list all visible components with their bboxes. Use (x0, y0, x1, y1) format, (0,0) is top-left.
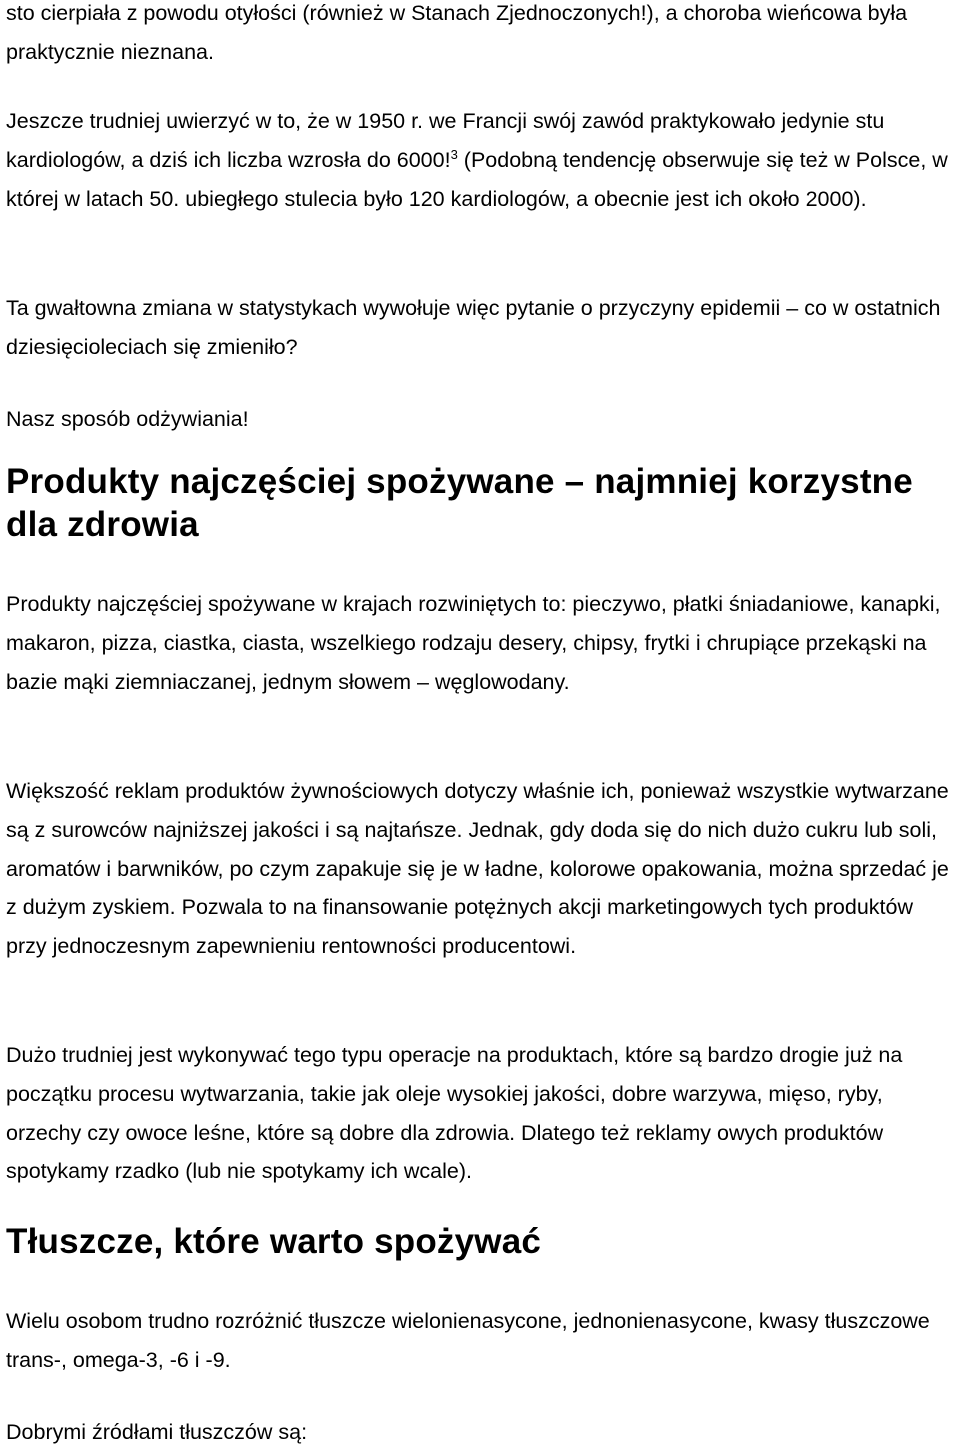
paragraph-cardiologists-text: Jeszcze trudniej uwierzyć w to, że w 1950 r. we Francji swój zawód praktykowało jedynie stu kardiologów, a dziś ich liczba wzrosła do 6000! (6, 109, 885, 172)
paragraph-obesity: sto cierpiała z powodu otyłości (również w Stanach Zjednoczonych!), a choroba wieńcowa była praktycznie nieznana. (6, 1, 908, 64)
paragraph-expensive-products: Dużo trudniej jest wykonywać tego typu operacje na produktach, które są bardzo drogie już na początku procesu wytwarzania, takie jak oleje wysokiej jakości, dobre warzywa, mięso, ryby, orzechy czy owoce leśne, które są dobre dla zdrowia. Dlatego też reklamy owych produktów spotykamy rzadko (lub nie spotykamy ich wcale). (6, 1043, 903, 1184)
footnote-reference: 3 (450, 146, 458, 162)
paragraph-cardiologists (6, 102, 956, 218)
paragraph-fat-types: Wielu osobom trudno rozróżnić tłuszcze wielonienasycone, jednonienasycone, kwasy tłuszczowe trans-, omega-3, -6 i -9. (6, 1309, 930, 1372)
section-heading-products: Produkty najczęściej spożywane – najmniej korzystne dla zdrowia (6, 462, 913, 544)
paragraph-statistics-question: Ta gwałtowna zmiana w statystykach wywołuje więc pytanie o przyczyny epidemii – co w ostatnich dziesięcioleciach się zmieniło? (6, 296, 941, 359)
section-heading-fats: Tłuszcze, które warto spożywać (6, 1222, 542, 1261)
paragraph-cardiologists-continuation: (Podobną tendencję obserwuje się też w Polsce, w której w latach 50. ubiegłego stulecia było 120 kardiologów, a obecnie jest ich około 2000). (6, 147, 948, 211)
paragraph-advertising: Większość reklam produktów żywnościowych dotyczy właśnie ich, ponieważ wszystkie wytwarzane są z surowców najniższej jakości i są najtańsze. Jednak, gdy doda się do nich dużo cukru lub soli, aromatów i barwników, po czym zapakuje się je w ładne, kolorowe opakowania, można sprzedać je z dużym zyskiem. Pozwala to na finansowanie potężnych akcji marketingowych tych produktów przy jednoczesnym zapewnieniu rentowności producentowi. (6, 779, 949, 959)
paragraph-fat-sources: Dobrymi źródłami tłuszczów są: (6, 1420, 308, 1444)
paragraph-answer: Nasz sposób odżywiania! (6, 407, 249, 431)
paragraph-common-products: Produkty najczęściej spożywane w krajach rozwiniętych to: pieczywo, płatki śniadaniowe, kanapki, makaron, pizza, ciastka, ciasta, wszelkiego rodzaju desery, chipsy, frytki i chrupiące przekąski na bazie mąki ziemniaczanej, jednym słowem – węglowodany. (6, 592, 941, 694)
